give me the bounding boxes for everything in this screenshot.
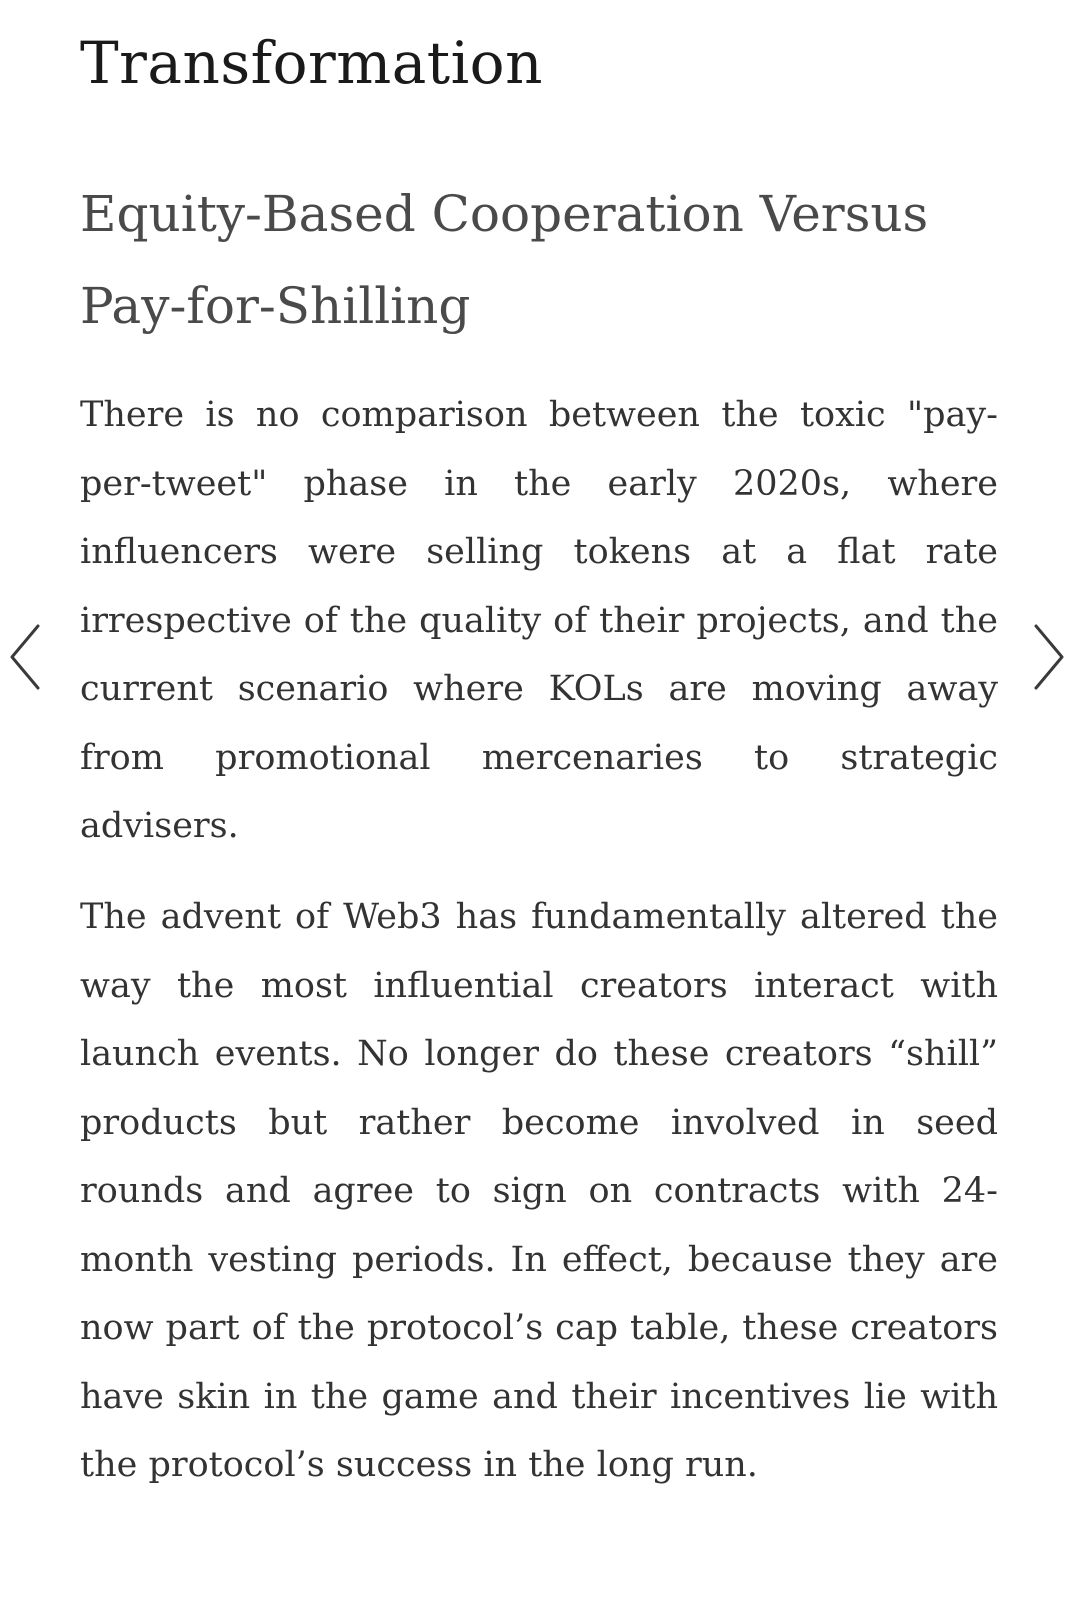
body-paragraph-2: The advent of Web3 has fundamentally altered the way the most influential creators interact with launch events. No longer do these creators “shill” products but rather become involved in seed rounds and agree to sign on contracts with 24-month vesting periods. In effect, because they are now part of the protocol’s cap table, these creators have skin in the game and their incentives lie with the protocol’s success in the long run.	[80, 897, 998, 1485]
previous-page-button[interactable]	[4, 622, 44, 692]
chevron-left-icon	[4, 622, 44, 692]
next-page-button[interactable]	[1030, 622, 1070, 692]
body-paragraph-1: There is no comparison between the toxic "pay-per-tweet" phase in the early 2020s, where influencers were selling tokens at a flat rate irrespective of the quality of their projects, and the current scenario where KOLs are moving away from promotional mercenaries to strategic advisers.	[80, 395, 998, 846]
chapter-title: Transformation	[80, 29, 543, 97]
section-title: Equity-Based Cooperation Versus Pay-for-Shilling	[80, 185, 929, 335]
chevron-right-icon	[1030, 622, 1070, 692]
